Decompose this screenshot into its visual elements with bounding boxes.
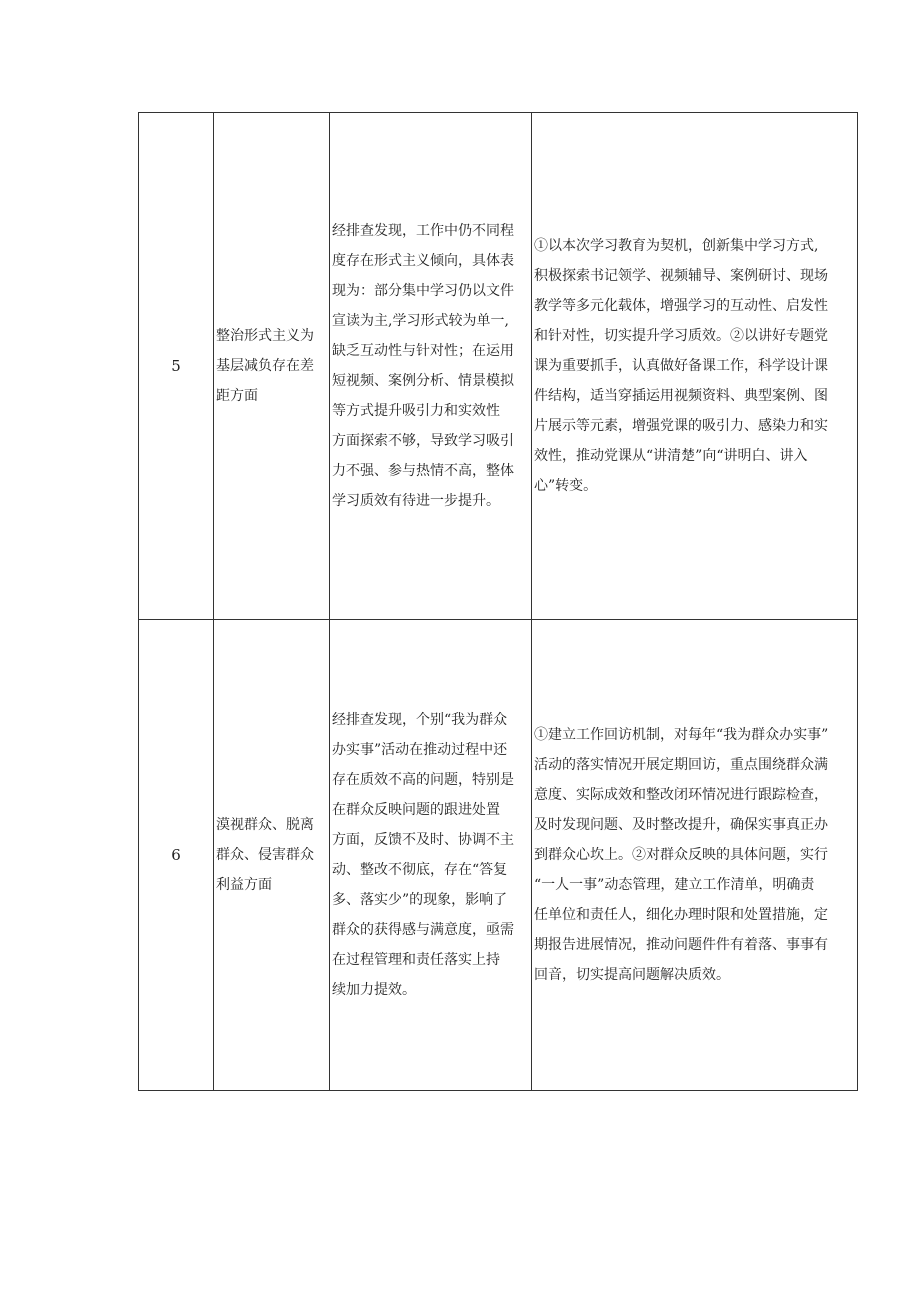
measures-text: ①以本次学习教育为契机，创新集中学习方式, 积极探索书记领学、视频辅导、案例研讨、现场 教学等多元化载体，增强学习的互动性、启发性 和针对性，切实提升学习质效。②以讲好专题党 课为重要抓手，认真做好备课工作，科学设计课 件结构，适当穿插运用视频资料、典型案例、图 片展示等元素，增强党课的吸引力、感染力和实 效性，推动党课从“讲清楚”向“讲明白、讲入 心”转变。 [534, 238, 828, 494]
category-cell [214, 113, 330, 620]
problem-cell [330, 113, 532, 620]
category-cell [214, 620, 330, 1091]
category-text: 整治形式主义为 基层减负存在差 距方面 [216, 328, 314, 404]
rectification-table [138, 112, 858, 1091]
category-text: 漠视群众、脱离 群众、侵害群众 利益方面 [216, 817, 314, 893]
row-number: 5 [171, 356, 181, 375]
table-row-5 [139, 113, 858, 620]
problem-text: 经排查发现，个别“我为群众 办实事”活动在推动过程中还 存在质效不高的问题，特别是 在群众反映问题的跟进处置 方面，反馈不及时、协调不主 动、整改不彻底，存在“答复 多、落实少”的现象，影响了 群众的获得感与满意度，亟需 在过程管理和责任落实上持 续加力提效。 [332, 712, 514, 998]
row-number-cell [139, 620, 214, 1091]
problem-text: 经排查发现，工作中仍不同程 度存在形式主义倾向，具体表 现为：部分集中学习仍以文件 宣读为主,学习形式较为单一, 缺乏互动性与针对性；在运用 短视频、案例分析、情景模拟 等方式提升吸引力和实效性 方面探索不够，导致学习吸引 力不强、参与热情不高，整体 学习质效有待进一步提升。 [332, 223, 514, 509]
table-row-6 [139, 620, 858, 1091]
row-number: 6 [171, 845, 181, 864]
measures-cell [532, 620, 858, 1091]
row-number-cell [139, 113, 214, 620]
measures-cell [532, 113, 858, 620]
problem-cell [330, 620, 532, 1091]
measures-text: ①建立工作回访机制，对每年“我为群众办实事” 活动的落实情况开展定期回访，重点围绕群众满 意度、实际成效和整改闭环情况进行跟踪检查， 及时发现问题、及时整改提升，确保实事真正办 到群众心坎上。②对群众反映的具体问题，实行 “一人一事”动态管理，建立工作清单，明确责 任单位和责任人，细化办理时限和处置措施，定 期报告进展情况，推动问题件件有着落、事事有 回音，切实提高问题解决质效。 [534, 727, 829, 983]
